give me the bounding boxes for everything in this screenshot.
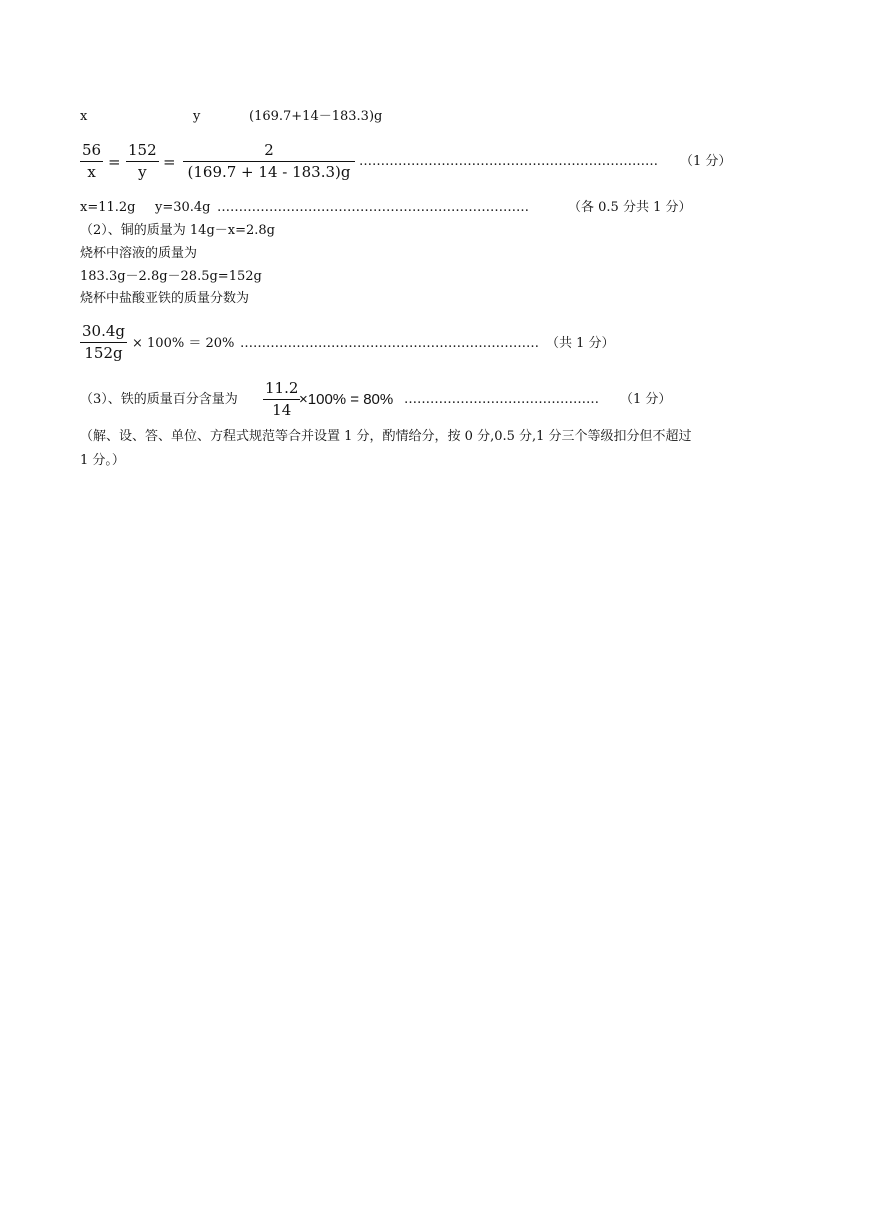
score-label: （1 分） — [620, 392, 672, 407]
iron-percentage-result: ×100% = 80% — [299, 391, 394, 408]
percentage-result: × 100% ＝ 20% — [132, 336, 235, 351]
equals-sign: = — [163, 153, 176, 171]
leader-dots: ……………………………………………………………… — [217, 201, 529, 214]
denominator: y — [138, 163, 147, 181]
fraction-2-over-mass — [183, 143, 355, 180]
grading-note-line-1: （解、设、答、单位、方程式规范等合并设置 1 分，酌情给分，按 0 分,0.5 分,1 分三个等级扣分但不超过 — [80, 429, 692, 444]
leader-dots: …………………………………………………………… — [240, 337, 539, 350]
numerator: 2 — [264, 141, 274, 159]
numerator: 152 — [128, 141, 157, 159]
part-3-iron-percentage-label: （3）、铁的质量百分含量为 — [80, 392, 238, 407]
denominator: (169.7 + 14 - 183.3)g — [187, 163, 351, 181]
fraction-11.2-over-14 — [263, 381, 300, 418]
fraction-152-over-y — [126, 143, 159, 180]
denominator: 152g — [84, 344, 123, 362]
mass-difference-expression: (169.7+14－183.3)g — [249, 109, 383, 124]
variable-x-label: x — [80, 109, 88, 124]
numerator: 56 — [82, 141, 102, 159]
score-label: （1 分） — [680, 154, 732, 169]
numerator: 11.2 — [265, 379, 299, 397]
leader-dots: ……………………………………… — [404, 393, 599, 406]
grading-note-line-2: 1 分。） — [80, 453, 125, 468]
fraction-56-over-x — [80, 143, 103, 180]
denominator: x — [87, 163, 96, 181]
score-label: （各 0.5 分共 1 分） — [568, 200, 692, 215]
part-2-copper-mass: （2）、铜的质量为 14g－x=2.8g — [80, 223, 275, 238]
mass-fraction-label: 烧杯中盐酸亚铁的质量分数为 — [80, 291, 250, 306]
fraction-30.4g-over-152g — [80, 324, 127, 361]
solution-mass-label: 烧杯中溶液的质量为 — [80, 246, 198, 261]
equals-sign: = — [108, 153, 121, 171]
result-x: x=11.2g — [80, 200, 136, 215]
score-label: （共 1 分） — [546, 336, 615, 351]
denominator: 14 — [272, 401, 292, 419]
numerator: 30.4g — [82, 322, 126, 340]
result-y: y=30.4g — [155, 200, 211, 215]
solution-mass-calc: 183.3g－2.8g－28.5g=152g — [80, 269, 262, 284]
variable-y-label: y — [193, 109, 201, 124]
leader-dots: …………………………………………………………… — [359, 155, 658, 168]
